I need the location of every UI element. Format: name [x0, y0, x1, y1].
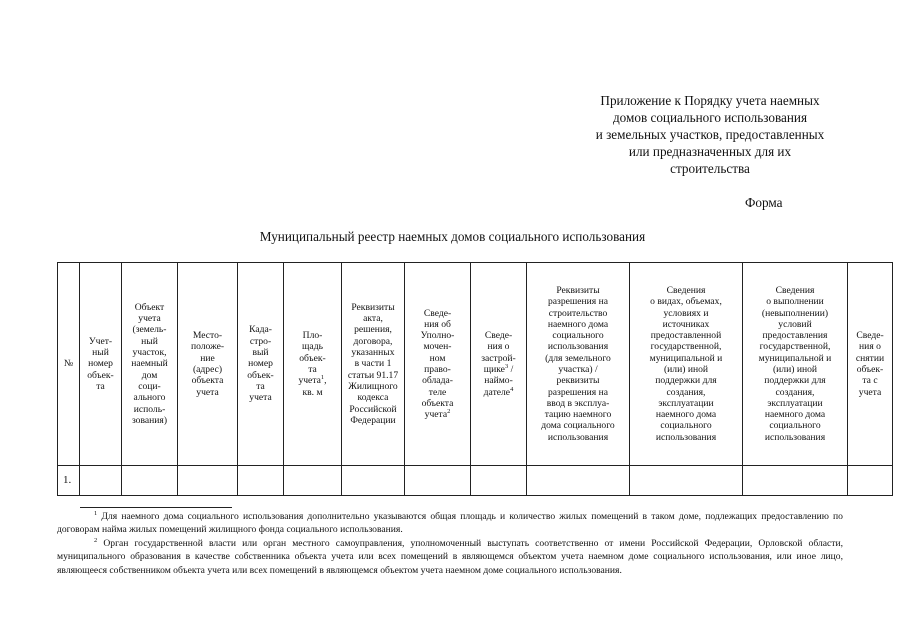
- table-cell: [80, 466, 122, 496]
- document-title: Муниципальный реестр наемных домов социального использования: [259, 229, 646, 244]
- footnote-ref: 2: [447, 408, 451, 415]
- footnote-mark: 2: [94, 536, 98, 544]
- header-cell-number: №: [58, 263, 80, 466]
- table-cell: [405, 466, 471, 496]
- footnote-ref: 3: [504, 362, 509, 370]
- header-cell-developer: Сведе- ния о застрой- щике$^3$ / наймо- дателе$^4$: [471, 263, 527, 466]
- footnote-text: Для наемного дома социального использования дополнительно указываются общая площадь и количество жилых помещений в таком доме, подлежащих предоставлению по договорам найма жилых помещений жилищного фонда социального использования.: [57, 511, 843, 536]
- header-cell-support-compliance: Сведения о выполнении (невыполнении) условий предоставления государственной, муниципальной и (или) иной поддержки для создания, эксплуатации наемного дома социального использования: [743, 263, 848, 466]
- header-cell-authorized-holder: Сведе- ния об Уполно- мочен- ном право- облада- теле объекта учета$^2$: [405, 263, 471, 466]
- footnote-text: Орган государственной власти или орган местного самоуправления, уполномоченный выступать соответственно от имени Российской Федерации, Орловской области, муниципального образования в качестве собственника объекта учета или всех помещений в являющемся объектом учета наемном доме социального использования, или иное лицо, являющееся собственником объекта учета или всех помещений в являющемся объектом учета наемном доме социального использования.: [57, 538, 843, 576]
- table-cell: [630, 466, 743, 496]
- annex-line: Приложение к Порядку учета наемных: [600, 93, 820, 108]
- annex-line: и земельных участков, предоставленных: [595, 127, 825, 142]
- header-cell-location: Место- положе- ние (адрес) объекта учета: [178, 263, 238, 466]
- footnote-ref: 1: [320, 374, 325, 382]
- table-cell: [471, 466, 527, 496]
- annex-line: строительства: [670, 161, 750, 176]
- footnote-separator: [80, 507, 232, 508]
- header-cell-area: Пло- щадь объек- та учета$^1$, кв. м: [284, 263, 342, 466]
- table-cell: [284, 466, 342, 496]
- header-cell-act-details: Реквизиты акта, решения, договора, указанных в части 1 статьи 91.17 Жилищного кодекса Российской Федерации: [342, 263, 405, 466]
- table-cell: [743, 466, 848, 496]
- footnote-1: [57, 510, 843, 537]
- footnote-2: [57, 537, 843, 577]
- annex-heading: [560, 92, 860, 177]
- header-cell-permits: Реквизиты разрешения на строительство наемного дома социального использования (для земельного участка) / реквизиты разрешения на ввод в эксплуа- тацию наемного дома социального использования: [527, 263, 630, 466]
- table-cell-number: 1.: [58, 466, 80, 496]
- annex-line: или предназначенных для их: [628, 144, 792, 159]
- header-cell-deregistration: Сведе- ния о снятии объек- та с учета: [848, 263, 893, 466]
- footnote-ref: 4: [510, 385, 514, 393]
- table-cell: [238, 466, 284, 496]
- table-cell: [848, 466, 893, 496]
- table-row: [58, 466, 893, 496]
- registry-table: [57, 262, 893, 496]
- footnote-mark: 1: [94, 509, 98, 517]
- form-label: Форма: [745, 195, 783, 210]
- header-cell-support-info: Сведения о видах, объемах, условиях и источниках предоставленной государственной, муниципальной и (или) иной поддержки для создания, эксплуатации наемного дома социального использования: [630, 263, 743, 466]
- table-cell: [342, 466, 405, 496]
- table-cell: [122, 466, 178, 496]
- header-cell-object: Объект учета (земель- ный участок, наемный дом соци- ального исполь- зования): [122, 263, 178, 466]
- annex-line: домов социального использования: [612, 110, 808, 125]
- table-cell: [527, 466, 630, 496]
- table-cell: [178, 466, 238, 496]
- header-cell-account-number: Учет- ный номер объек- та: [80, 263, 122, 466]
- table-header-row: [58, 263, 893, 466]
- header-cell-cadastral-number: Када- стро- вый номер объек- та учета: [238, 263, 284, 466]
